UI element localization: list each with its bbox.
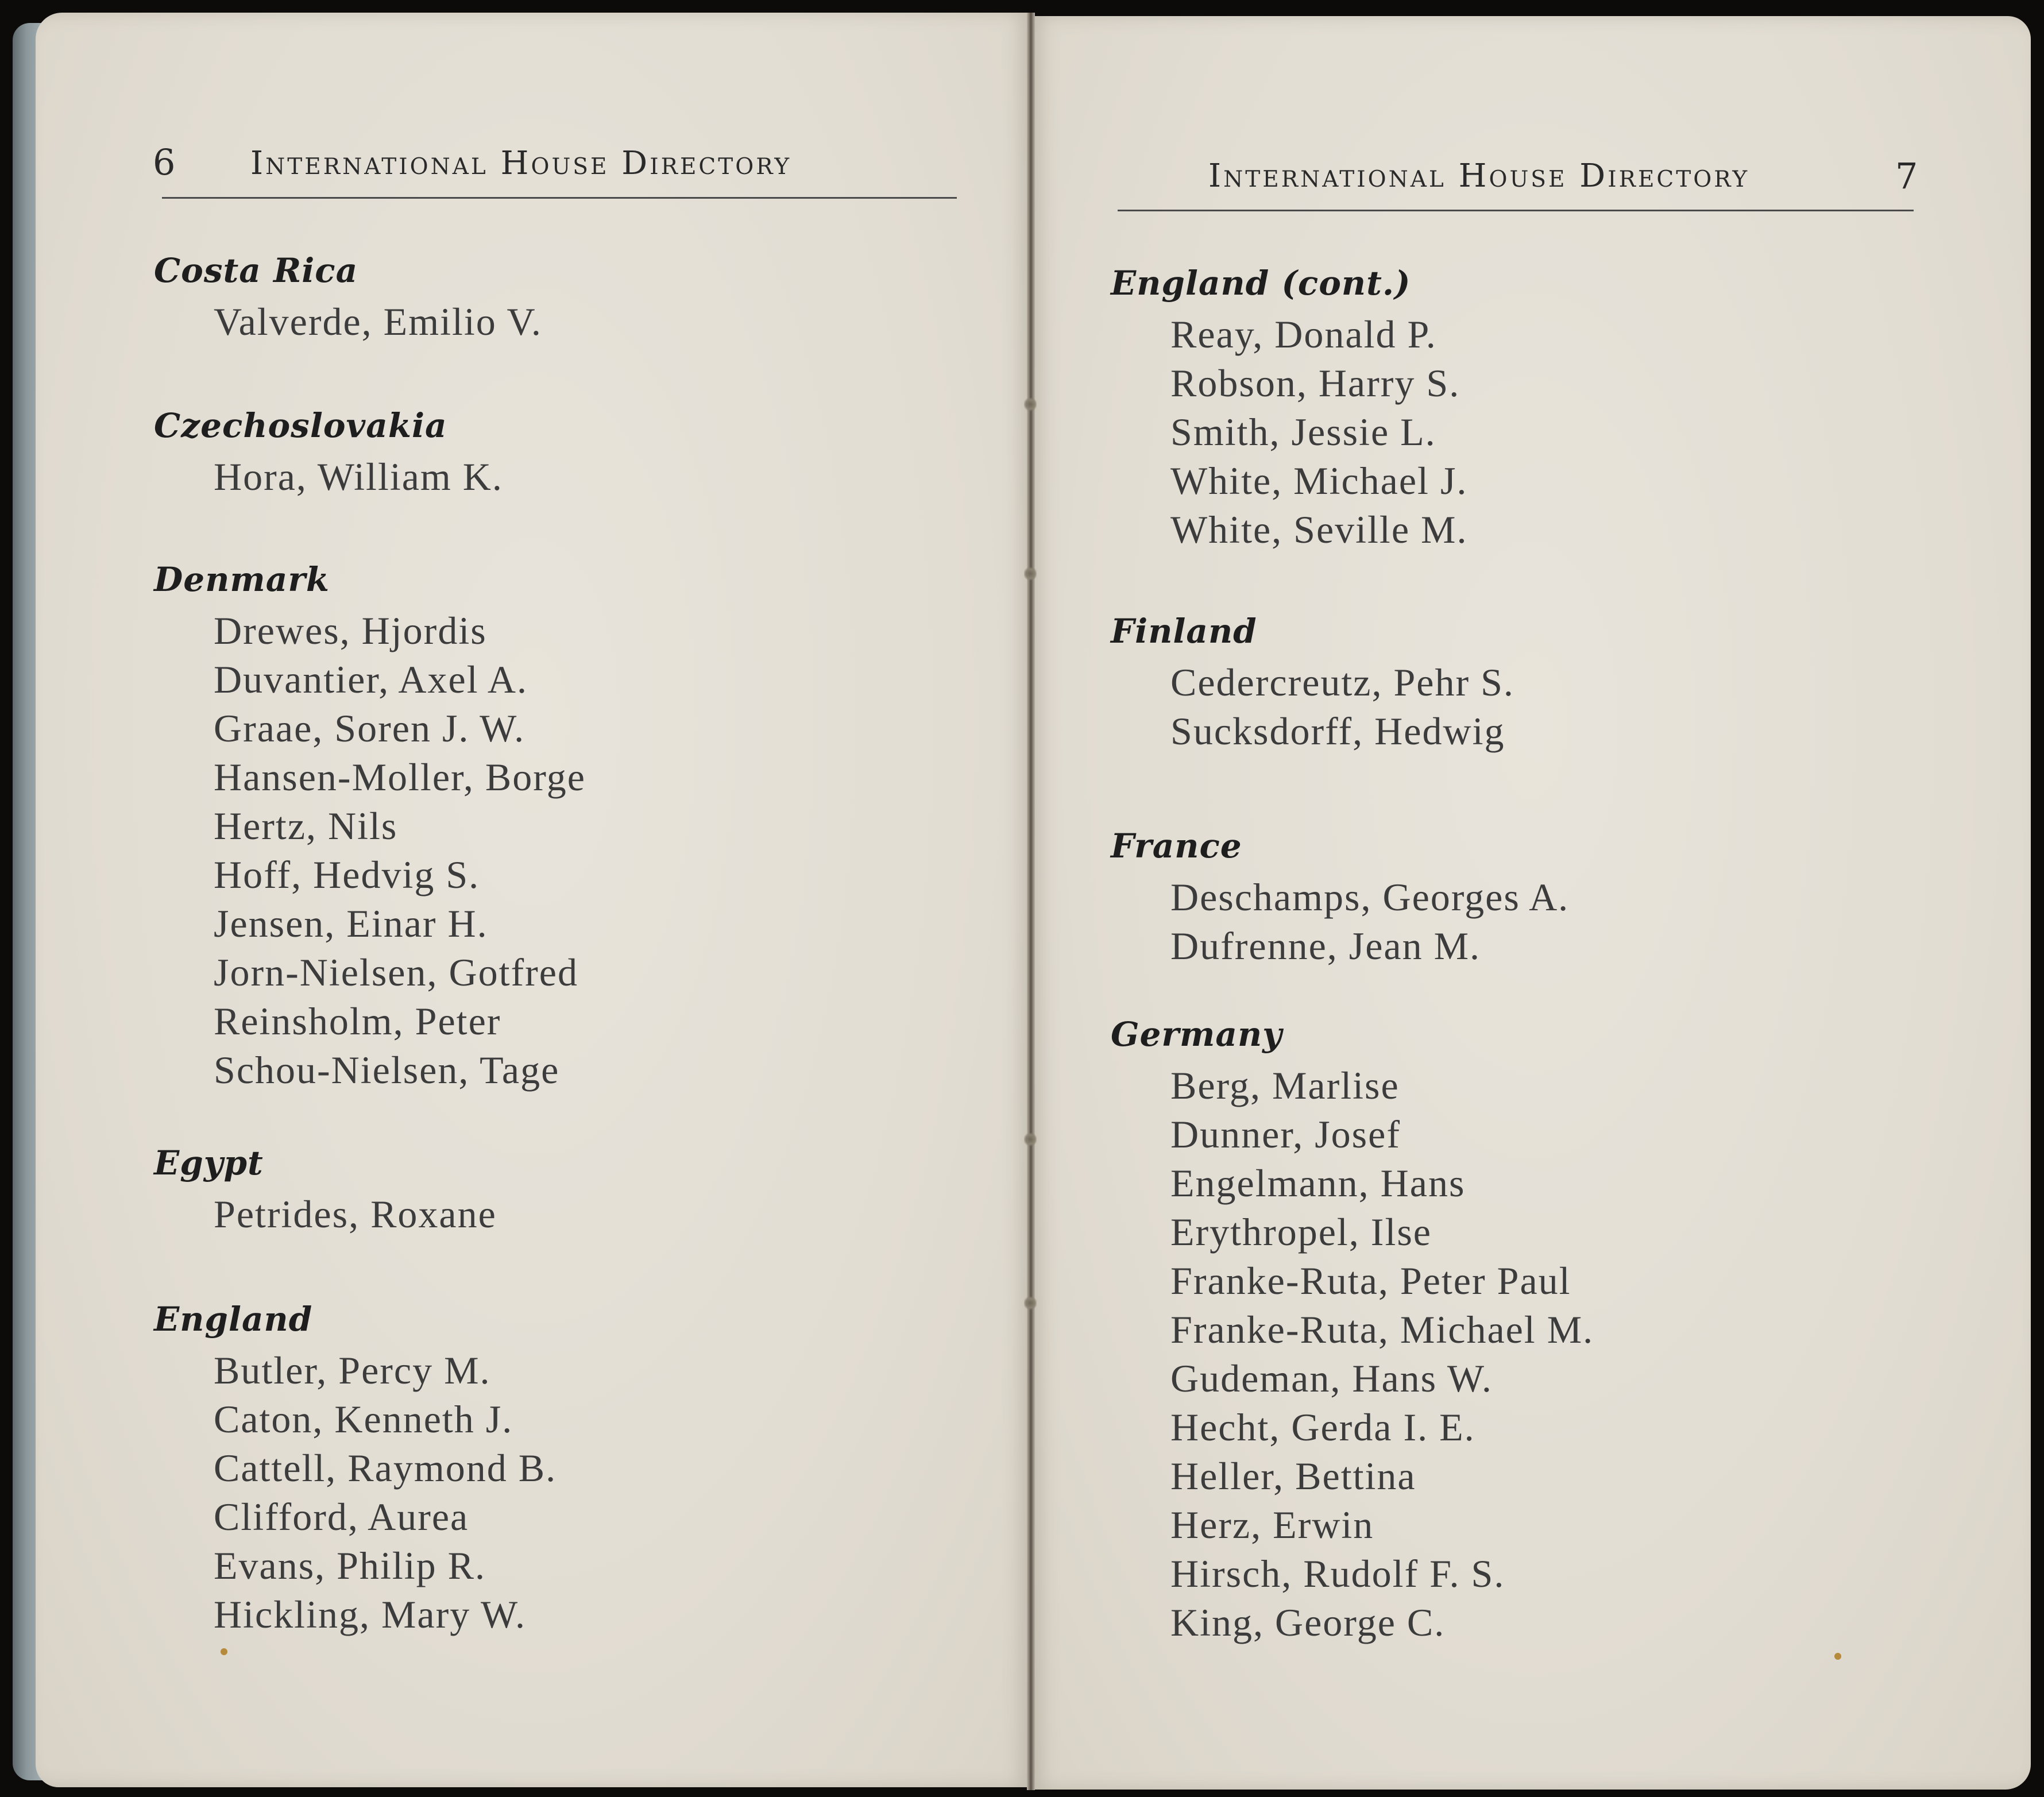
name-entry: Gudeman, Hans W.: [1170, 1357, 1493, 1400]
name-list: [214, 1346, 557, 1639]
name-entry: Hansen-Moller, Borge: [214, 755, 586, 799]
name-entry: Jorn-Nielsen, Gotfred: [214, 950, 578, 994]
country-heading: Germany: [1111, 1015, 1282, 1054]
binding-stitch: [1024, 566, 1037, 582]
country-section: [1111, 610, 1514, 756]
header-rule: [1118, 210, 1914, 211]
name-entry: Graae, Soren J. W.: [214, 706, 526, 750]
name-entry: Franke-Ruta, Michael M.: [1170, 1308, 1594, 1351]
country-heading: France: [1111, 826, 1242, 865]
name-entry: Duvantier, Axel A.: [214, 658, 528, 701]
name-entry: Dufrenne, Jean M.: [1170, 924, 1481, 968]
name-entry: Caton, Kenneth J.: [214, 1397, 513, 1441]
country-section: [154, 558, 586, 1095]
name-entry: Deschamps, Georges A.: [1170, 875, 1570, 919]
name-entry: King, George C.: [1170, 1601, 1446, 1644]
name-entry: Jensen, Einar H.: [214, 902, 488, 945]
name-list: [214, 1190, 497, 1239]
name-entry: Reay, Donald P.: [1170, 312, 1437, 356]
name-list: [1170, 1061, 1594, 1647]
name-entry: White, Michael J.: [1170, 459, 1468, 503]
name-entry: Schou-Nielsen, Tage: [214, 1048, 560, 1092]
name-entry: Clifford, Aurea: [214, 1495, 469, 1539]
name-entry: Hora, William K.: [214, 455, 503, 498]
country-heading: Czechoslovakia: [154, 406, 447, 445]
name-entry: Reinsholm, Peter: [214, 999, 501, 1043]
name-entry: White, Seville M.: [1170, 508, 1468, 551]
name-entry: Engelmann, Hans: [1170, 1161, 1466, 1205]
country-heading: Finland: [1111, 612, 1257, 651]
paper-speck: [1834, 1653, 1841, 1660]
country-section: [1111, 1013, 1594, 1647]
binding-stitch: [1024, 396, 1037, 412]
country-section: [154, 1142, 497, 1239]
name-list: [1170, 658, 1514, 756]
name-list: [1170, 873, 1569, 971]
name-entry: Hoff, Hedvig S.: [214, 853, 480, 896]
name-entry: Hirsch, Rudolf F. S.: [1170, 1552, 1505, 1595]
name-entry: Cedercreutz, Pehr S.: [1170, 660, 1514, 704]
page-number: 7: [1895, 155, 1918, 197]
binding-stitch: [1024, 1131, 1037, 1147]
name-list: [214, 297, 542, 346]
paper-speck: [221, 1648, 227, 1655]
country-heading: England (cont.): [1111, 264, 1411, 303]
name-list: [214, 453, 503, 501]
name-entry: Hecht, Gerda I. E.: [1170, 1405, 1475, 1449]
name-entry: Berg, Marlise: [1170, 1064, 1400, 1107]
name-entry: Heller, Bettina: [1170, 1454, 1416, 1498]
name-entry: Evans, Philip R.: [214, 1544, 486, 1587]
country-heading: England: [154, 1300, 313, 1339]
country-section: [1111, 262, 1467, 554]
name-entry: Smith, Jessie L.: [1170, 410, 1436, 454]
country-heading: Denmark: [154, 560, 330, 599]
name-entry: Hertz, Nils: [214, 804, 398, 848]
country-heading: Egypt: [154, 1143, 264, 1182]
page-number: 6: [153, 141, 176, 183]
name-entry: Dunner, Josef: [1170, 1112, 1401, 1156]
name-entry: Sucksdorff, Hedwig: [1170, 709, 1505, 753]
country-section: [154, 404, 503, 501]
country-heading: Costa Rica: [154, 251, 358, 290]
binding-stitch: [1024, 1295, 1037, 1311]
name-entry: Herz, Erwin: [1170, 1503, 1374, 1547]
header-rule: [162, 197, 957, 199]
name-entry: Petrides, Roxane: [214, 1192, 497, 1236]
book-gutter: [1027, 13, 1035, 1790]
country-section: [1111, 825, 1569, 971]
name-entry: Robson, Harry S.: [1170, 361, 1460, 405]
name-entry: Valverde, Emilio V.: [214, 300, 542, 343]
name-list: [214, 606, 586, 1095]
running-header: International House Directory: [250, 145, 792, 182]
country-section: [154, 249, 542, 346]
name-entry: Cattell, Raymond B.: [214, 1446, 557, 1490]
name-list: [1170, 310, 1467, 554]
name-entry: Butler, Percy M.: [214, 1348, 491, 1392]
name-entry: Erythropel, Ilse: [1170, 1210, 1432, 1254]
name-entry: Drewes, Hjordis: [214, 609, 487, 652]
name-entry: Hickling, Mary W.: [214, 1593, 526, 1636]
name-entry: Franke-Ruta, Peter Paul: [1170, 1259, 1571, 1303]
country-section: [154, 1298, 557, 1639]
running-header: International House Directory: [1208, 157, 1750, 195]
